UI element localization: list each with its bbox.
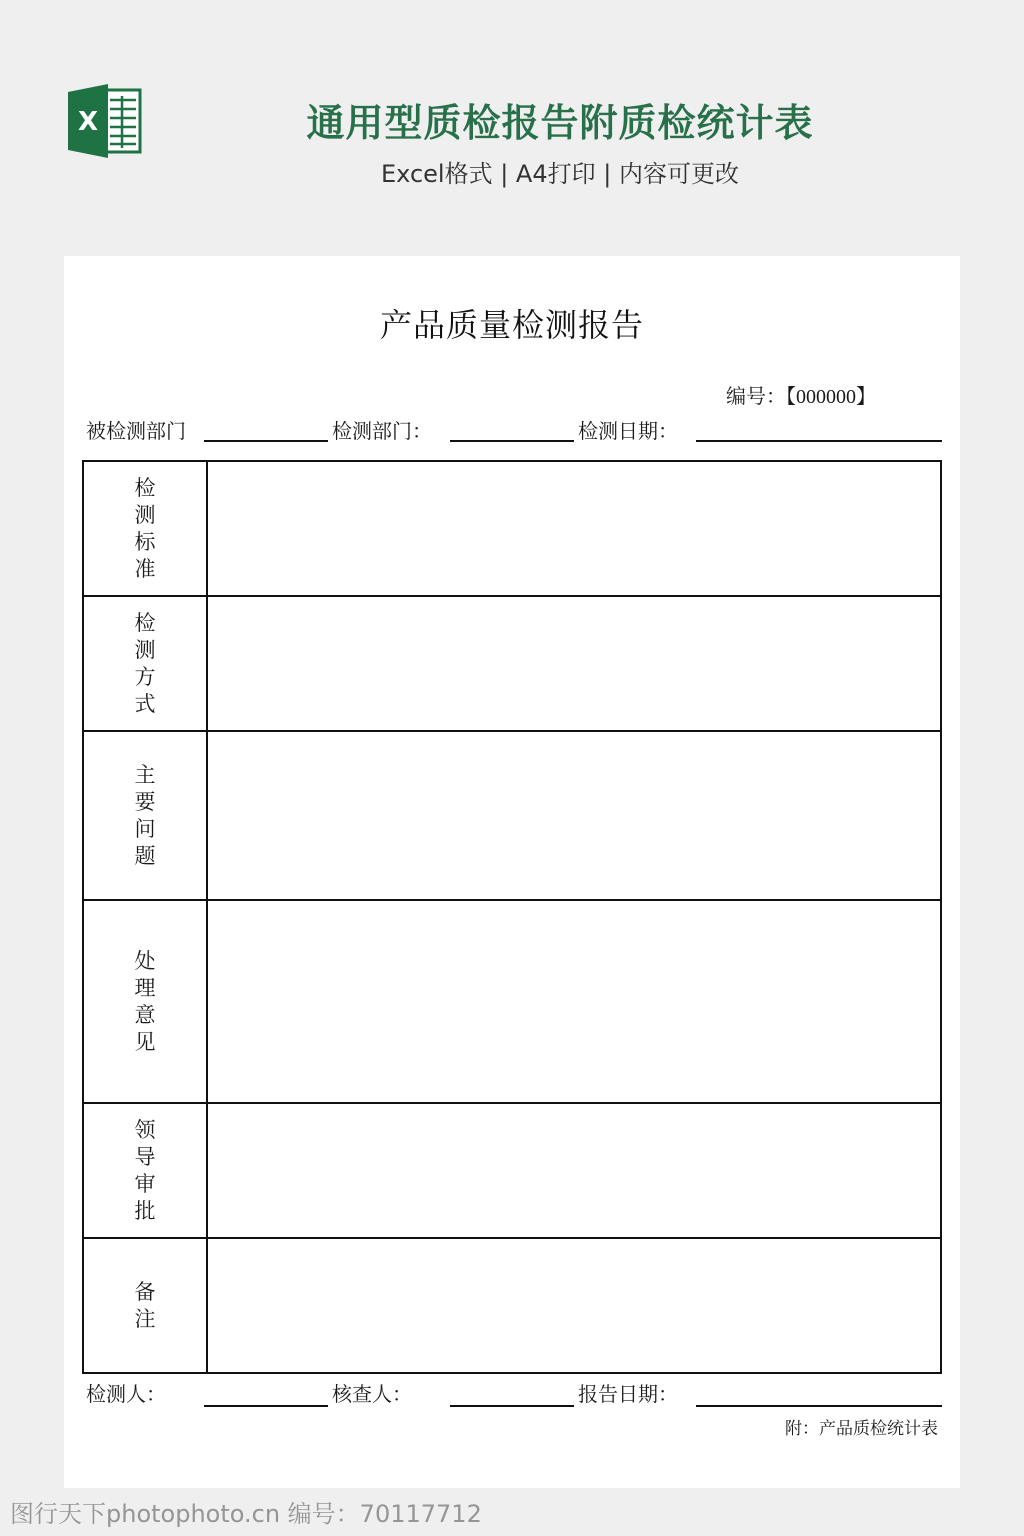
svg-text:X: X [77, 107, 99, 137]
table-row [83, 596, 941, 731]
document-page [64, 256, 960, 1488]
row-label: 检测标准 [134, 475, 156, 581]
document-title: 产品质量检测报告 [379, 306, 644, 344]
row-label-cell [83, 731, 207, 900]
row-label-cell [83, 1238, 207, 1373]
watermark: 图行天下photophoto.cn 编号：70117712 [10, 1500, 482, 1528]
row-content-cell[interactable] [207, 900, 941, 1103]
report-date-field[interactable] [696, 1405, 942, 1407]
excel-icon [66, 84, 144, 158]
table-row [83, 900, 941, 1103]
row-label: 检测方式 [134, 610, 156, 716]
row-content-cell[interactable] [207, 1238, 941, 1373]
row-label-cell [83, 596, 207, 731]
row-content-cell[interactable] [207, 1103, 941, 1238]
inspector-label: 检测人： [86, 1384, 166, 1406]
inspector-field[interactable] [204, 1405, 328, 1407]
row-label-cell [83, 1103, 207, 1238]
reviewer-field[interactable] [450, 1405, 574, 1407]
table-row [83, 1103, 941, 1238]
inspect-date-label: 检测日期： [578, 421, 678, 443]
row-label-cell [83, 461, 207, 596]
row-label: 备注 [134, 1279, 156, 1331]
row-content-cell[interactable] [207, 731, 941, 900]
table-row [83, 731, 941, 900]
table-row [83, 1238, 941, 1373]
report-table [82, 460, 942, 1374]
inspected-dept-field[interactable] [204, 440, 328, 442]
inspect-date-field[interactable] [696, 440, 942, 442]
serial-value: 【000000】 [786, 386, 876, 408]
serial-number [726, 380, 876, 409]
row-label-cell [83, 900, 207, 1103]
table-row [83, 461, 941, 596]
page-header [0, 0, 1024, 250]
header-subtitle: Excel格式 | A4打印 | 内容可更改 [381, 160, 739, 188]
inspect-dept-field[interactable] [450, 440, 574, 442]
row-label: 处理意见 [134, 948, 156, 1054]
header-title: 通用型质检报告附质检统计表 [306, 101, 814, 145]
footnote: 附：产品质检统计表 [785, 1419, 938, 1438]
serial-label: 编号： [726, 386, 786, 408]
report-date-label: 报告日期： [578, 1384, 678, 1406]
row-label: 领导审批 [134, 1117, 156, 1223]
inspected-dept-label: 被检测部门 [86, 421, 186, 443]
inspect-dept-label: 检测部门： [332, 421, 432, 443]
row-content-cell[interactable] [207, 596, 941, 731]
reviewer-label: 核查人： [332, 1384, 412, 1406]
row-label: 主要问题 [134, 762, 156, 868]
row-content-cell[interactable] [207, 461, 941, 596]
